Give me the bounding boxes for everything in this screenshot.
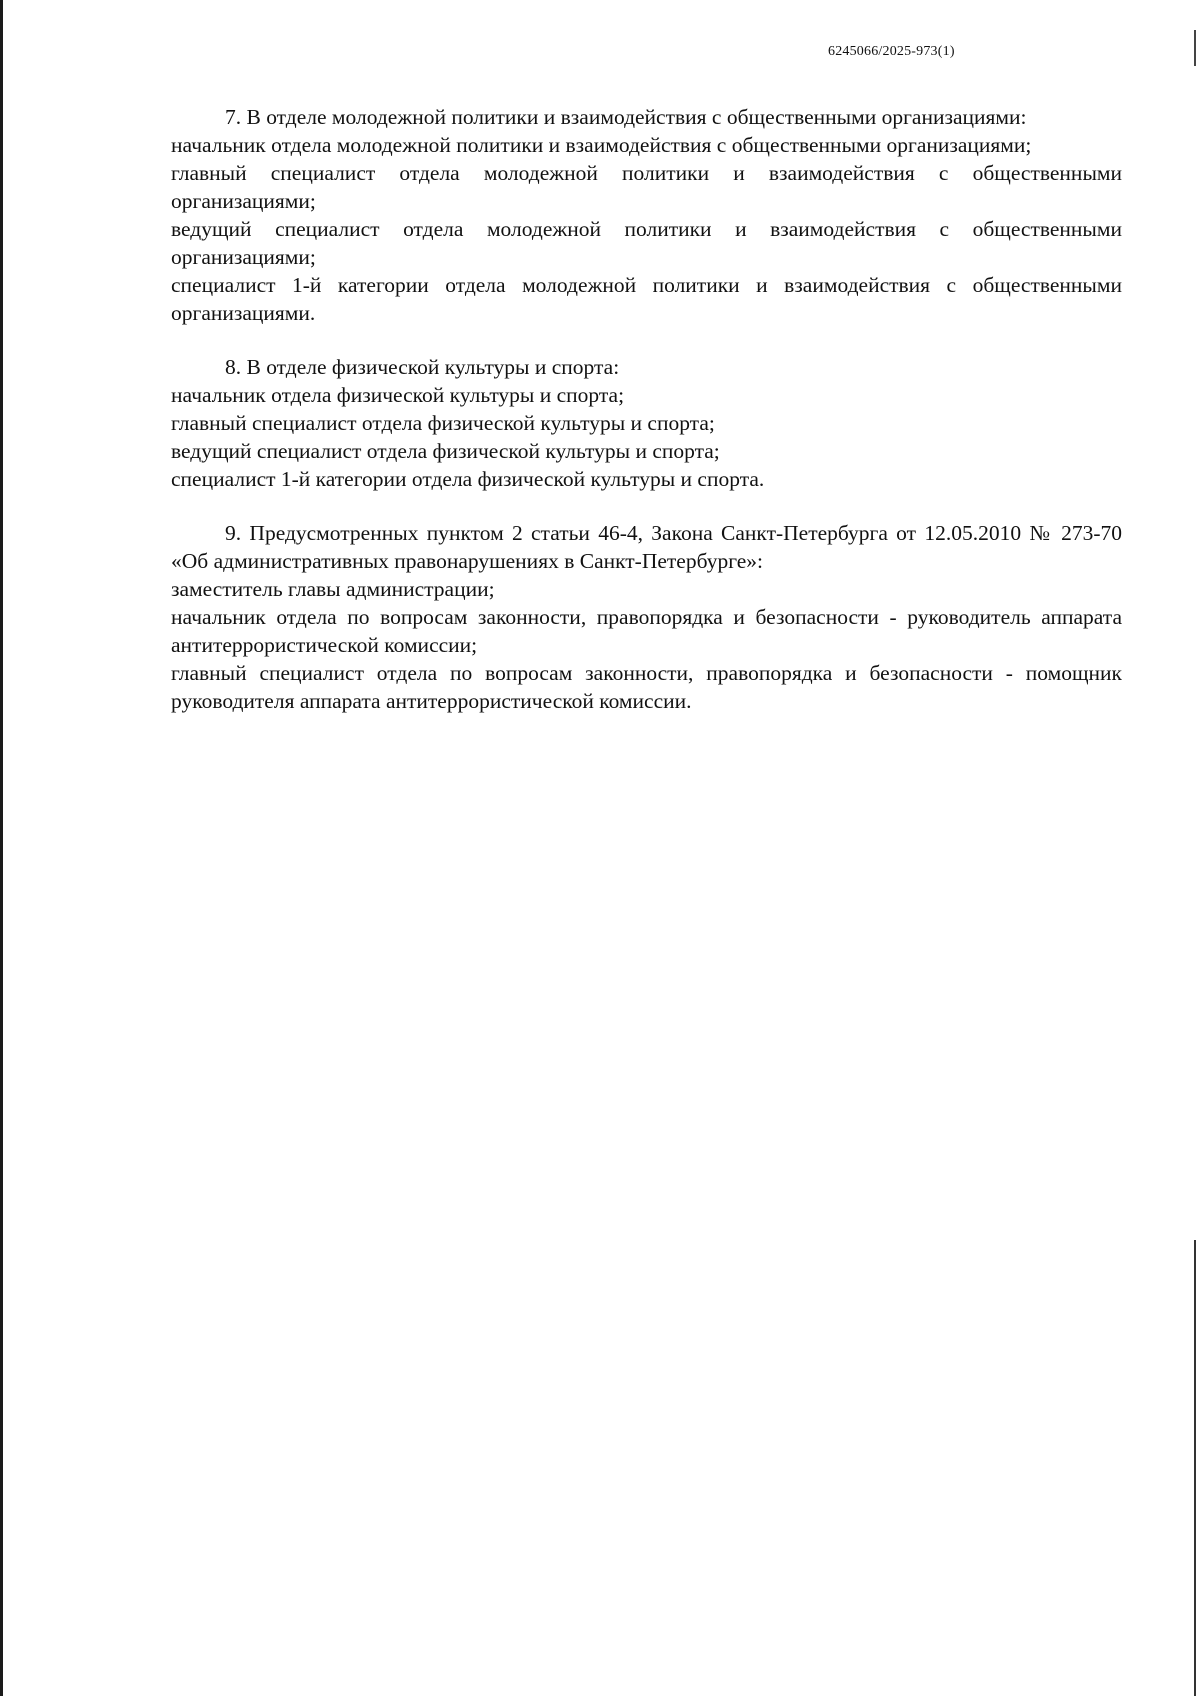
list-item: начальник отдела по вопросам законности, правопорядка и безопасности - руководитель аппарата антитеррористической комиссии; — [171, 605, 1122, 657]
section-7 — [171, 103, 1122, 327]
section-heading: 7. В отделе молодежной политики и взаимодействия с общественными организациями: — [225, 105, 1027, 129]
section-heading: 8. В отделе физической культуры и спорта: — [225, 355, 620, 379]
scan-edge-left — [0, 0, 3, 1696]
list-item: специалист 1-й категории отдела молодежной политики и взаимодействия с общественными организациями. — [171, 273, 1122, 325]
document-body — [171, 103, 1122, 741]
section-heading: 9. Предусмотренных пунктом 2 статьи 46-4, Закона Санкт-Петербурга от 12.05.2010 № 273-70 «Об административных правонарушениях в Санкт-Петербурге»: — [171, 521, 1122, 573]
list-item: главный специалист отдела по вопросам законности, правопорядка и безопасности - помощник руководителя аппарата антитеррористической комиссии. — [171, 661, 1122, 713]
list-item: начальник отдела физической культуры и спорта; — [171, 383, 625, 407]
list-item: заместитель главы администрации; — [171, 577, 495, 601]
list-item: главный специалист отдела физической культуры и спорта; — [171, 411, 715, 435]
scan-edge-right-bottom — [1194, 1240, 1196, 1696]
list-item: начальник отдела молодежной политики и взаимодействия с общественными организациями; — [171, 133, 1032, 157]
list-item: ведущий специалист отдела молодежной политики и взаимодействия с общественными организациями; — [171, 217, 1122, 269]
scan-edge-right-top — [1194, 30, 1196, 66]
section-8 — [171, 353, 1122, 493]
list-item: специалист 1-й категории отдела физической культуры и спорта. — [171, 467, 765, 491]
list-item: главный специалист отдела молодежной политики и взаимодействия с общественными организациями; — [171, 161, 1122, 213]
section-9 — [171, 519, 1122, 715]
document-number: 6245066/2025-973(1) — [828, 44, 955, 59]
list-item: ведущий специалист отдела физической культуры и спорта; — [171, 439, 720, 463]
